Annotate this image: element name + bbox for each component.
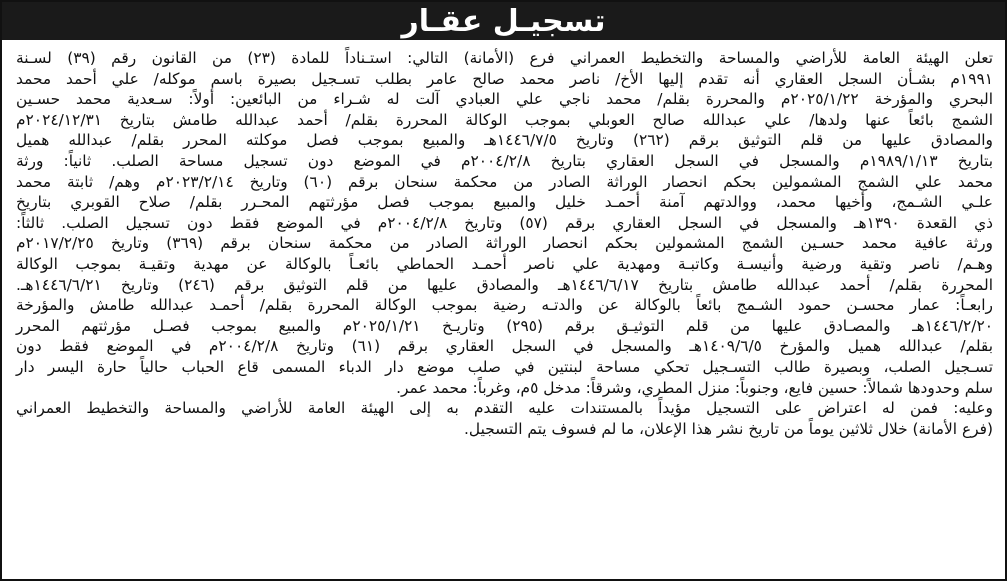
text-line: محمد علي الشمج المشمولين بحكم انحصار الوراثة الصادر من محكمة سنحان برقم (٦٠) وتاريخ ٢٠٢٣/٢/١٤م وهم/ ثابتة محمد <box>16 172 993 191</box>
text-line: والمصادق عليها من قلم التوثيق برقم (٢٦٢) وتاريخ ١٤٤٦/٧/٥هـ والمبيع بموجب فصل موكلته المحرر بقلم/ عبدالله هميل <box>16 131 993 150</box>
text-line: ورثة عافية محمد حسـين الشمج المشمولين بحكم انحصار الوراثة الصادر من محكمة سنحان برقم (٣٦٩) وتاريخ ٢٠١٧/٢/٢٥م <box>16 234 993 253</box>
main-paragraph <box>16 48 993 398</box>
text-line: بتاريخ ١٩٨٩/١/١٣م والمسجل في السجل العقاري بتاريخ ٢٠٠٤/٢/٨م في الموضع دون تسجيل مساحة الصلب. ثانياً: ورثة <box>16 151 993 170</box>
text-line: وهـم/ ناصر وتقية ورضية وأنيسـة وكاتبـة ومهدية علي ناصر أحمـد الحماطي بائعـاً بالوكالة عن مهدية وتقيـة بموجب الوكالة <box>16 254 993 273</box>
text-line: بقلم/ عبدالله هميل والمؤرخ ١٤٠٩/٦/٥هـ والمسجل في السجل العقاري برقم (٦١) وتاريخ ٢٠٠٤/٢/٨م في الموضع فقط دون <box>16 337 993 356</box>
text-line: المحررة بقلم/ أحمد عبدالله طامش بتاريخ ١٤٤٦/٦/١٧هـ والمصادق عليها من قلم التوثيق برقم (٢٤٦) وتاريخ ١٤٤٦/٦/٢١هـ. <box>16 275 993 294</box>
text-line: البحري والمؤرخة ٢٠٢٥/١/٢٢م والمحررة بقلم/ محمد ناجي علي العبادي آلت له شـراء من البائعين: أولاً: سـعدية محمد حسـين <box>16 90 994 109</box>
text-line: ذي القعدة ١٣٩٠هـ والمسجل في السجل العقاري برقم (٥٧) وتاريخ ٢٠٠٤/٢/٨م في الموضع فقط دون تسجيل الصلب. ثالثاً: <box>16 213 993 232</box>
text-line: تعلن الهيئة العامة للأراضي والمساحة والتخطيط العمراني فرع (الأمانة) التالي: استـناداً للمادة (٢٣) من القانون رقم (٣٩) لسـنة <box>16 49 993 67</box>
text-line: وعليه: فمن له اعتراض على التسجيل مؤيداً بالمستندات عليه التقدم به إلى الهيئة العامة للأراضي والمساحة والتخطيط العمراني <box>16 399 993 418</box>
text-line: سلم وحدودها شمالاً: حسين فايع، وجنوباً: منزل المطري، وشرقاً: مدخل ٥م، وغرباً: محمد عمر. <box>396 378 993 397</box>
text-line: الشمج بائعاً عنها ولدها/ علي عبدالله صالح العوبلي بموجب الوكالة المحررة بقلم/ أحمد عبدالله طامش بتاريخ ٢٠٢٤/١٢/٣١م <box>16 110 993 129</box>
notice-title: تسجيـل عقـار <box>2 2 1005 40</box>
text-line: تسـجيل الصلب، وبصيرة طالب التسـجيل تحكي مساحة لبنتين في صلب موضع دار الدباء المسمى قاع الحباب حالياً حارة اليسر دار <box>16 357 993 376</box>
text-line: علـي الشـمج، وأخيها محمد، ووالدتهم آمنة أحمـد خليل والمبيع بموجب فصل مؤرثتهم المحـرر بقلم/ صلاح القوبري بتاريخ <box>16 193 993 212</box>
text-line: (فرع الأمانة) خلال ثلاثين يوماً من تاريخ نشر هذا الإعلان، ما لم فسوف يتم التسجيل. <box>464 419 993 438</box>
closing-paragraph <box>16 398 993 439</box>
text-line: ١٤٤٦/٢/٢٠هـ والمصـادق عليها من قلم التوثيـق برقم (٢٩٥) وتاريـخ ٢٠٢٥/١/٢١م والمبيع بموجب فصـل مؤرثتهم المحرر <box>16 316 993 335</box>
text-line: ١٩٩١م بشـأن السجل العقاري أنه تقدم إليها الأخ/ ناصر محمد صالح عامر بطلب تسـجيل بصيرة باسم موكله/ علي أحمد محمد <box>16 69 993 88</box>
text-line: رابعـاً: عمار محسـن حمود الشـمج بائعاً بالوكالة عن والدتـه رضية بموجب الوكالة المحررة بقلم/ أحمـد عبدالله طامش والمؤرخة <box>16 296 993 315</box>
notice-body <box>2 40 1005 439</box>
